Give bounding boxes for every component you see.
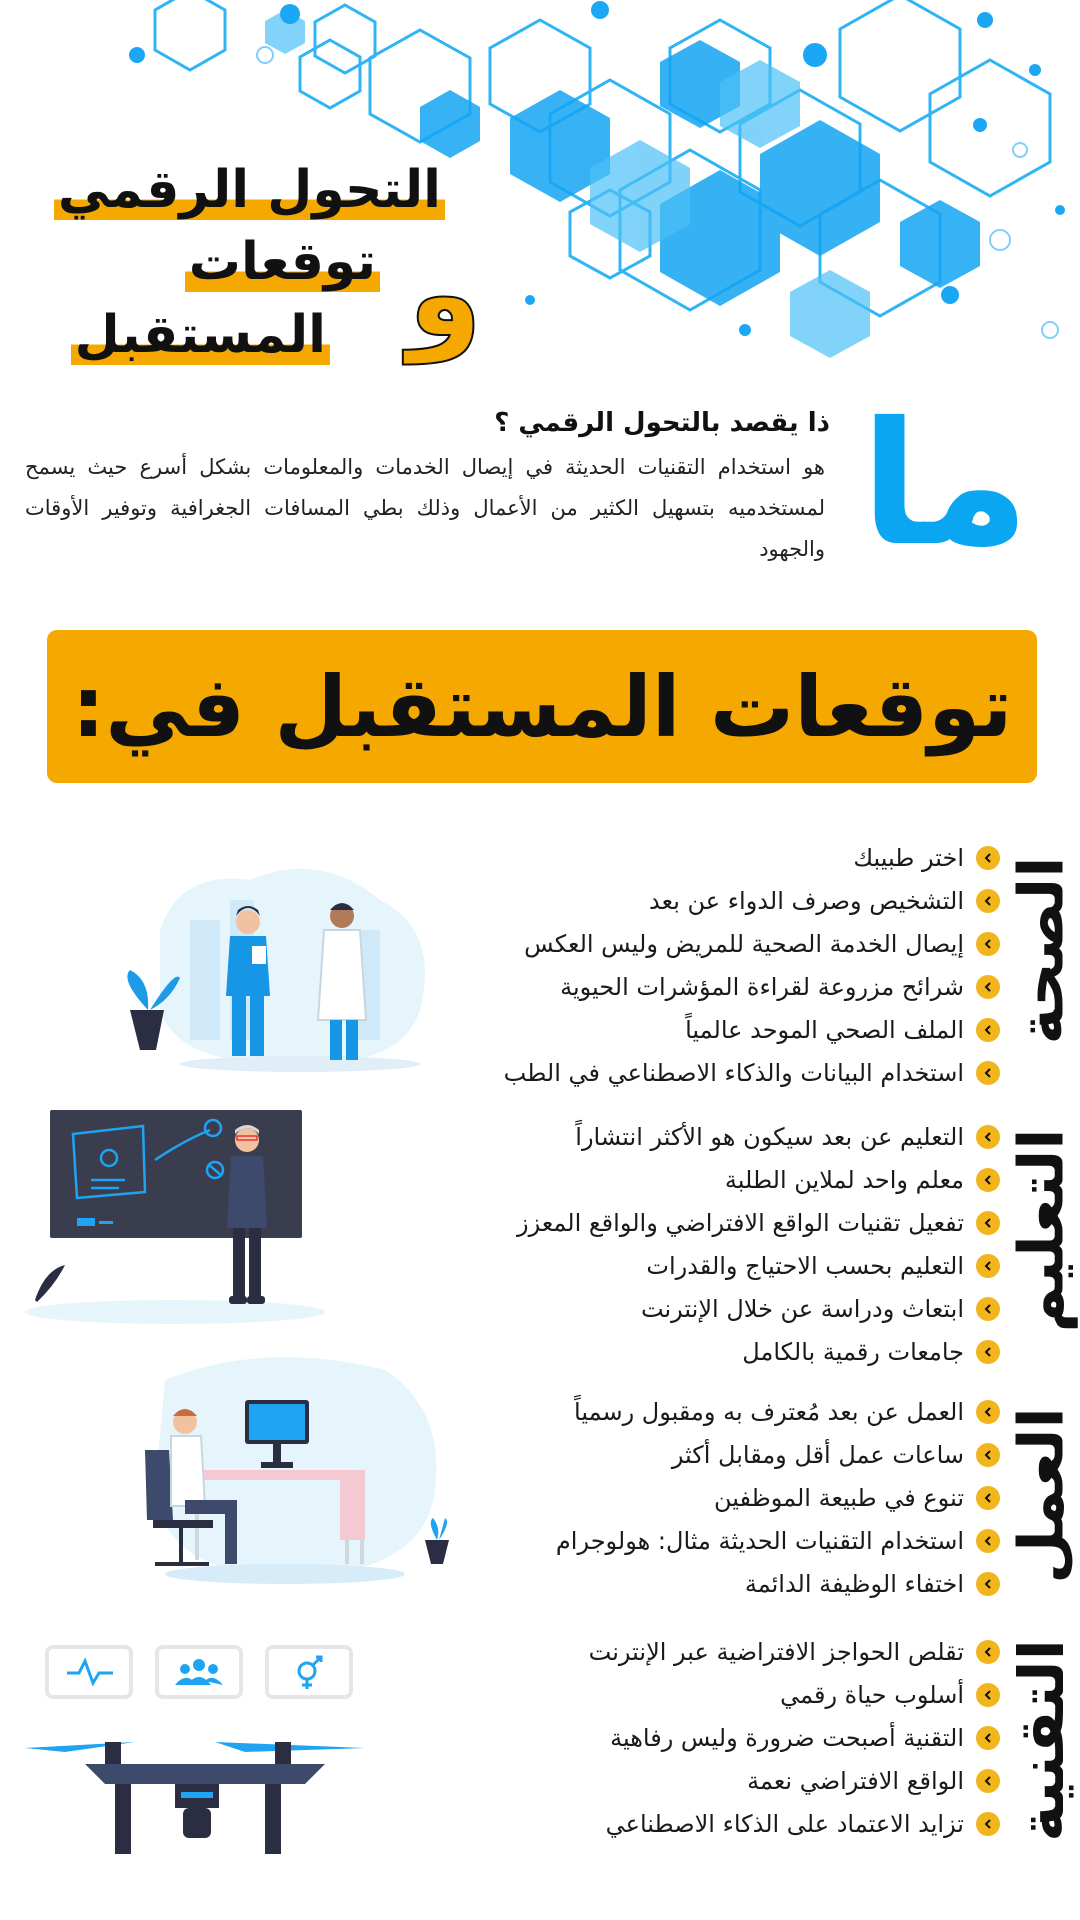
list-item: شرائح مزروعة لقراءة المؤشرات الحيوية [504, 965, 1000, 1008]
chevron-left-icon [976, 846, 1000, 870]
list-item: استخدام البيانات والذكاء الاصطناعي في الطب [504, 1051, 1000, 1094]
work-list [556, 1390, 1000, 1605]
chevron-left-icon [976, 1683, 1000, 1707]
tech-list [589, 1630, 1000, 1845]
list-item: التعليم عن بعد سيكون هو الأكثر انتشاراً [517, 1115, 1000, 1158]
chevron-left-icon [976, 1061, 1000, 1085]
chevron-left-icon [976, 1529, 1000, 1553]
list-item: اختفاء الوظيفة الدائمة [556, 1562, 1000, 1605]
chevron-left-icon [976, 975, 1000, 999]
chevron-left-icon [976, 1168, 1000, 1192]
chevron-left-icon [976, 1640, 1000, 1664]
title-line-2: توقعات [185, 232, 380, 292]
section-title-education: التعليم [1004, 1127, 1078, 1333]
tech-icon-tiles [45, 1645, 355, 1705]
list-item: تفعيل تقنيات الواقع الافتراضي والواقع المعزز [517, 1201, 1000, 1244]
section-title-work: العمل [1004, 1406, 1078, 1584]
list-item: ابتعاث ودراسة عن خلال الإنترنت [517, 1287, 1000, 1330]
list-item: العمل عن بعد مُعترف به ومقبول رسمياً [556, 1390, 1000, 1433]
chevron-left-icon [976, 1769, 1000, 1793]
big-ma-letters: ما [860, 386, 1030, 584]
chevron-left-icon [976, 889, 1000, 913]
list-item: ساعات عمل أقل ومقابل أكثر [556, 1433, 1000, 1476]
teacher-illustration [25, 1100, 335, 1330]
chevron-left-icon [976, 1486, 1000, 1510]
health-list [504, 836, 1000, 1094]
chevron-left-icon [976, 1297, 1000, 1321]
banner-text: توقعات المستقبل في: [71, 657, 1013, 756]
education-list [517, 1115, 1000, 1373]
chevron-left-icon [976, 1254, 1000, 1278]
list-item: استخدام التقنيات الحديثة مثال: هولوجرام [556, 1519, 1000, 1562]
and-connector: و [407, 225, 483, 364]
list-item: التقنية أصبحت ضرورة وليس رفاهية [589, 1716, 1000, 1759]
chevron-left-icon [976, 1211, 1000, 1235]
list-item: جامعات رقمية بالكامل [517, 1330, 1000, 1373]
list-item: الملف الصحي الموحد عالمياً [504, 1008, 1000, 1051]
definition-heading: ذا يقصد بالتحول الرقمي ؟ [494, 408, 830, 438]
section-title-health: الصحة [1004, 856, 1078, 1044]
list-item: التعليم بحسب الاحتياج والقدرات [517, 1244, 1000, 1287]
list-item: تزايد الاعتماد على الذكاء الاصطناعي [589, 1802, 1000, 1845]
chevron-left-icon [976, 932, 1000, 956]
future-banner [47, 630, 1037, 783]
doctors-illustration [120, 850, 440, 1080]
list-item: الواقع الافتراضي نعمة [589, 1759, 1000, 1802]
list-item: تنوع في طبيعة الموظفين [556, 1476, 1000, 1519]
title-line-1: التحول الرقمي [54, 160, 445, 220]
chevron-left-icon [976, 1018, 1000, 1042]
chevron-left-icon [976, 1443, 1000, 1467]
chevron-left-icon [976, 1726, 1000, 1750]
chevron-left-icon [976, 1572, 1000, 1596]
list-item: التشخيص وصرف الدواء عن بعد [504, 879, 1000, 922]
list-item: تقلص الحواجز الافتراضية عبر الإنترنت [589, 1630, 1000, 1673]
list-item: اختر طبيبك [504, 836, 1000, 879]
chevron-left-icon [976, 1340, 1000, 1364]
chevron-left-icon [976, 1400, 1000, 1424]
chevron-left-icon [976, 1125, 1000, 1149]
list-item: معلم واحد لملاين الطلبة [517, 1158, 1000, 1201]
drone-illustration [25, 1730, 375, 1870]
title-line-3: المستقبل [71, 305, 330, 365]
list-item: إيصال الخدمة الصحية للمريض وليس العكس [504, 922, 1000, 965]
chevron-left-icon [976, 1812, 1000, 1836]
section-title-tech: التقنية [1004, 1638, 1078, 1842]
definition-body: هو استخدام التقنيات الحديثة في إيصال الخدمات والمعلومات بشكل أسرع حيث يسمح لمستخدميه بتسهيل الكثير من الأعمال وذلك بطي المسافات الجغرافية وتوفير الأوقات والجهود [25, 455, 825, 561]
list-item: أسلوب حياة رقمي [589, 1673, 1000, 1716]
office-worker-illustration [145, 1350, 455, 1590]
